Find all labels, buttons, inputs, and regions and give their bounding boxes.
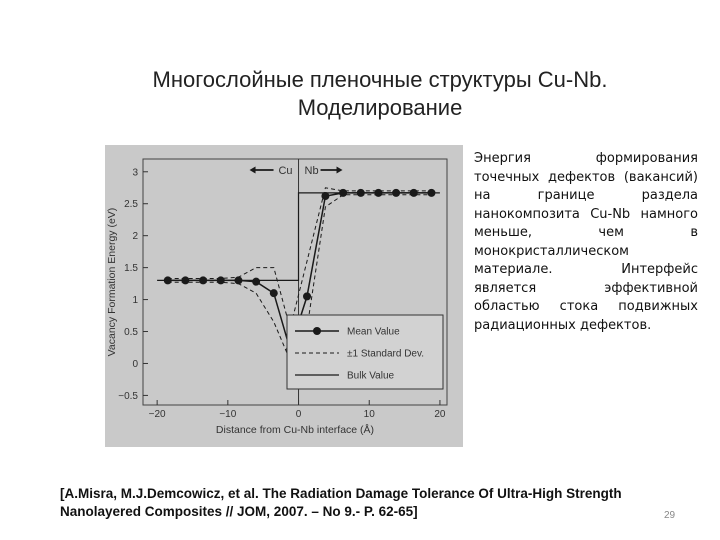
x-tick-label: 0 — [295, 409, 302, 420]
region-label-cu: Cu — [278, 165, 293, 177]
x-tick-label: −20 — [148, 409, 166, 420]
y-tick-label: 2.5 — [124, 199, 138, 211]
mean-value-point — [234, 276, 242, 284]
y-tick-label: 1 — [132, 295, 138, 307]
mean-value-point — [374, 189, 382, 197]
vacancy-energy-chart — [105, 145, 463, 447]
x-tick-label: −10 — [219, 409, 237, 420]
y-tick-label: 0 — [132, 358, 138, 370]
mean-value-point — [217, 276, 225, 284]
mean-value-point — [181, 276, 189, 284]
legend-label: Bulk Value — [347, 370, 395, 382]
chart-figure — [105, 145, 463, 447]
mean-value-point — [270, 289, 278, 297]
mean-value-point — [252, 278, 260, 286]
y-tick-label: 0.5 — [124, 327, 138, 339]
legend-label: ±1 Standard Dev. — [347, 348, 425, 360]
y-tick-label: −0.5 — [118, 390, 138, 402]
description-text: Энергия формирования точечных дефектов (вакансий) на границе раздела нанокомпозита Cu-Nb намного меньше, чем в монокристаллическом материале. Интерфейс является эффективной областью стока подвижных радиационных дефектов. — [474, 151, 698, 333]
nb-arrow-head — [337, 167, 343, 174]
region-label-nb: Nb — [304, 165, 319, 177]
mean-value-point — [392, 189, 400, 197]
slide-title-line2: Моделирование — [297, 95, 463, 120]
mean-value-point — [199, 276, 207, 284]
citation: [A.Misra, M.J.Demcowicz, et al. The Radiation Damage Tolerance Of Ultra-High Strength Nanolayered Composites // JOM, 2007. – No 9.- P. 62-65] — [60, 486, 622, 519]
y-tick-label: 1.5 — [124, 263, 138, 275]
mean-value-point — [410, 189, 418, 197]
mean-value-point — [164, 276, 172, 284]
mean-value-point — [339, 189, 347, 197]
page-number: 29 — [664, 510, 676, 521]
std-dev-upper-line — [168, 188, 432, 328]
y-axis-title: Vacancy Formation Energy (eV) — [106, 207, 118, 357]
legend-marker-mean — [313, 327, 321, 335]
slide-title-line1: Многослойные пленочные структуры Cu-Nb. — [152, 67, 608, 92]
cu-arrow-head — [250, 167, 256, 174]
mean-value-point — [303, 292, 311, 300]
x-tick-label: 20 — [434, 409, 446, 420]
x-axis-title: Distance from Cu-Nb interface (Å) — [215, 424, 375, 436]
mean-value-point — [357, 189, 365, 197]
mean-value-point — [321, 192, 329, 200]
slide-title — [40, 66, 720, 122]
y-tick-label: 2 — [132, 231, 138, 243]
mean-value-point — [427, 189, 435, 197]
legend-label: Mean Value — [347, 326, 400, 338]
y-tick-label: 3 — [132, 167, 138, 179]
bulk-value-line — [157, 193, 440, 281]
x-tick-label: 10 — [363, 409, 375, 420]
